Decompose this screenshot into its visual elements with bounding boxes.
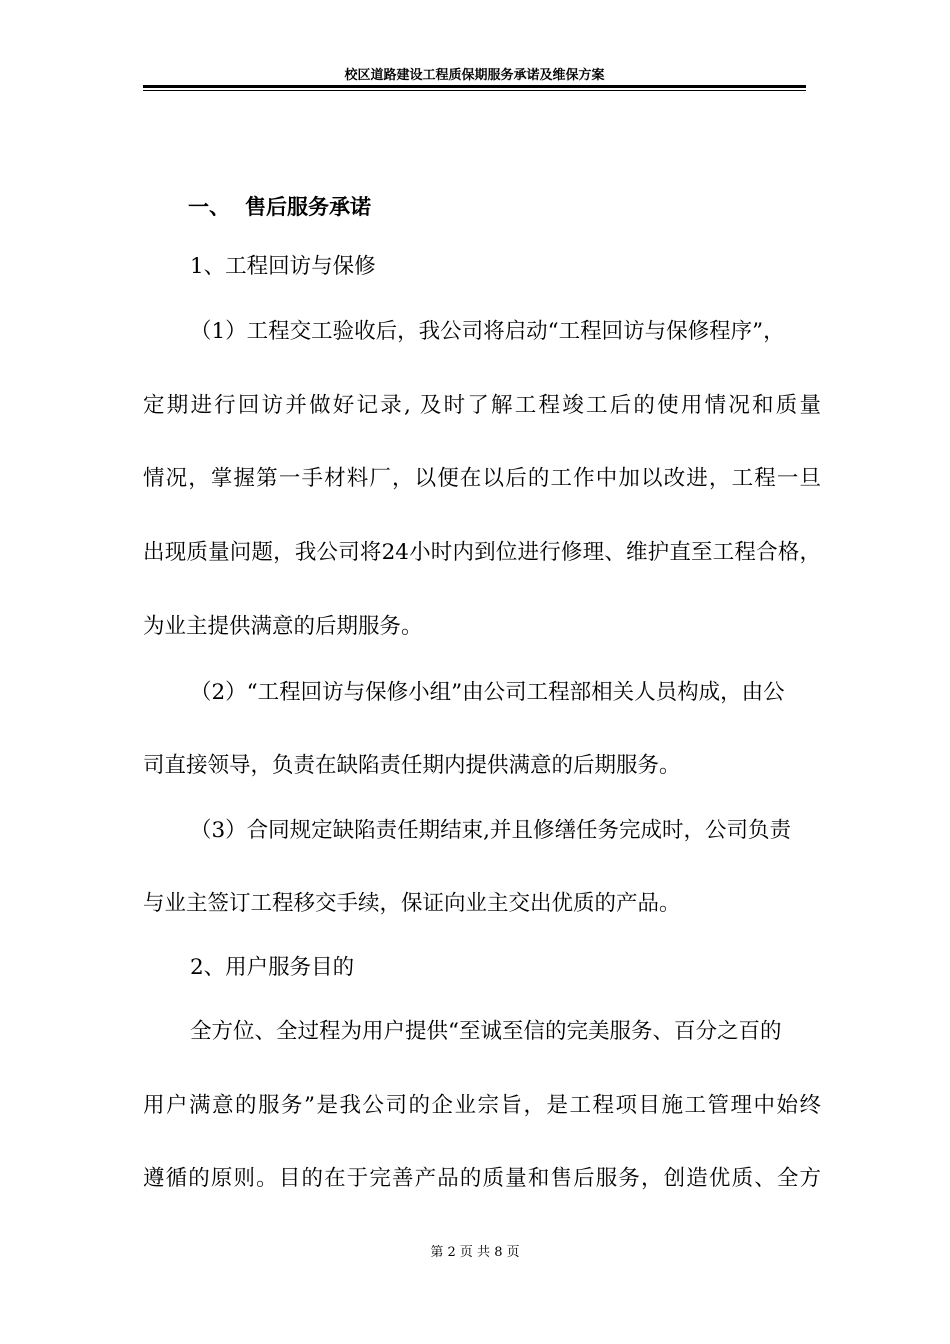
section-heading	[188, 192, 868, 222]
paragraph-1-line-4: 出现质量问题，我公司将24小时内到位进行修理、维护直至工程合格，	[143, 540, 821, 565]
paragraph-1-line-5: 为业主提供满意的后期服务。	[143, 614, 423, 639]
paragraph-2-line-1: （2）“工程回访与保修小组”由公司工程部相关人员构成，由公	[190, 680, 785, 705]
paragraph-1-line-1: （1）工程交工验收后，我公司将启动“工程回访与保修程序”，	[190, 319, 785, 344]
paragraph-3-line-2: 与业主签订工程移交手续，保证向业主交出优质的产品。	[143, 891, 681, 916]
page-footer: 第 2 页 共 8 页	[430, 1245, 520, 1260]
paragraph-1-line-3: 情况，掌握第一手材料厂，以便在以后的工作中加以改进，工程一旦	[143, 466, 821, 491]
paragraph-1-line-2: 定期进行回访并做好记录, 及时了解工程竣工后的使用情况和质量	[143, 393, 821, 418]
paragraph-4-line-2: 用户满意的服务”是我公司的企业宗旨，是工程项目施工管理中始终	[143, 1093, 821, 1118]
page-header-title: 校区道路建设工程质保期服务承诺及维保方案	[344, 68, 605, 83]
section-number: 一、	[188, 195, 230, 219]
paragraph-3-line-1: （3）合同规定缺陷责任期结束,并且修缮任务完成时，公司负责	[190, 818, 792, 843]
paragraph-4-line-1: 全方位、全过程为用户提供“至诚至信的完美服务、百分之百的	[190, 1019, 782, 1044]
paragraph-2-line-2: 司直接领导，负责在缺陷责任期内提供满意的后期服务。	[143, 753, 681, 778]
section-title: 售后服务承诺	[245, 195, 371, 219]
subsection-title-2: 2、用户服务目的	[190, 955, 355, 980]
header-rule-thin	[143, 90, 806, 91]
subsection-title-1: 1、工程回访与保修	[190, 254, 376, 279]
header-rule-thick	[143, 85, 806, 88]
paragraph-4-line-3: 遵循的原则。目的在于完善产品的质量和售后服务，创造优质、全方	[143, 1166, 821, 1191]
